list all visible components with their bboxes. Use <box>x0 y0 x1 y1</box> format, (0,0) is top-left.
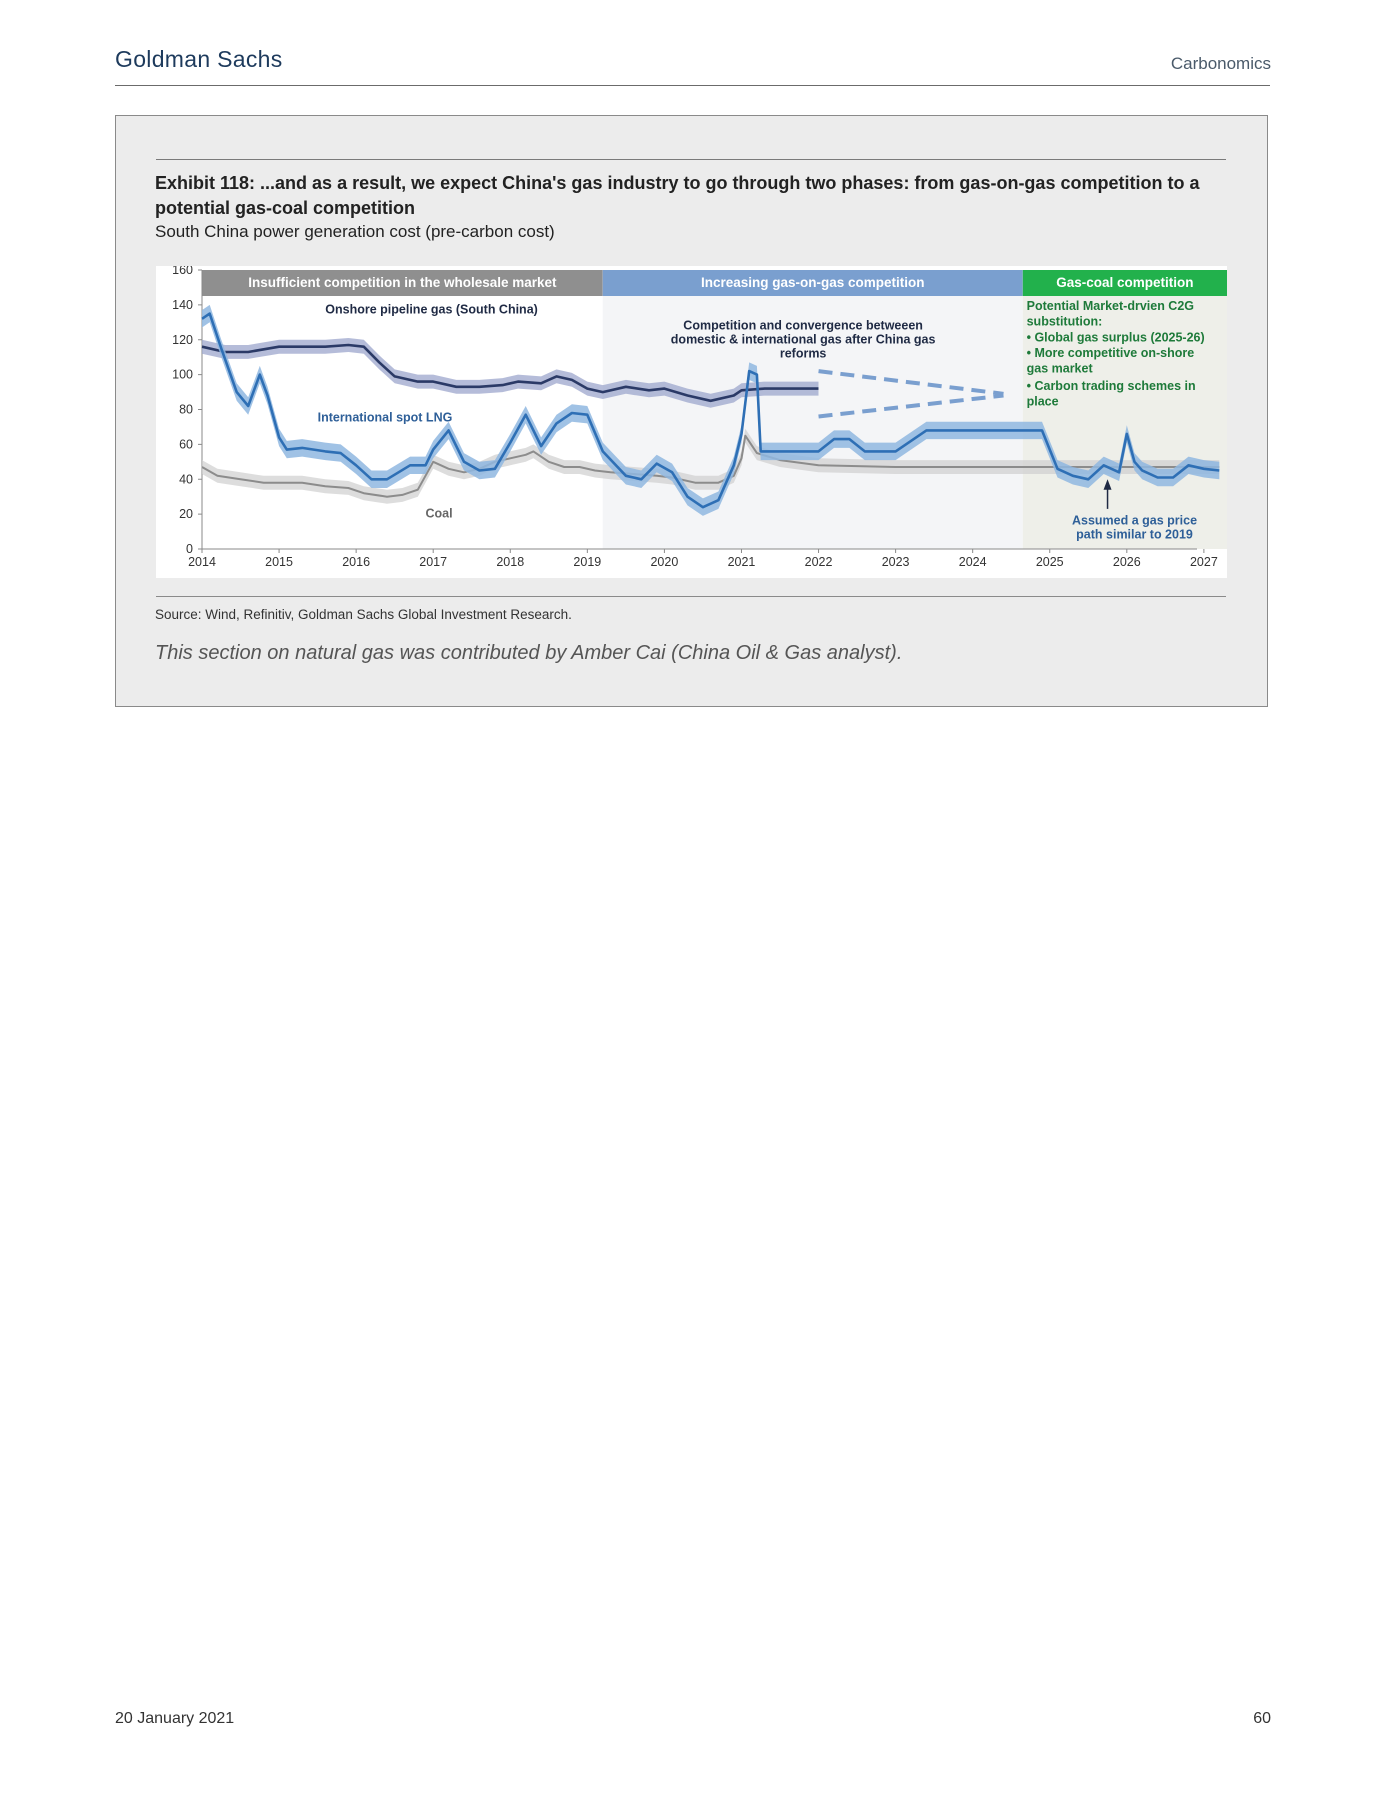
x-tick-label: 2016 <box>342 555 371 569</box>
exhibit-title: Exhibit 118: ...and as a result, we expect China's gas industry to go through two phases: from gas-on-gas competition to a potential gas-coal competition <box>155 173 1200 218</box>
source-note: Source: Wind, Refinitiv, Goldman Sachs Global Investment Research. <box>155 607 572 622</box>
phase-background-2 <box>603 270 1023 549</box>
phase-label-2: Increasing gas-on-gas competition <box>700 275 925 290</box>
x-tick-label: 2027 <box>1189 555 1218 569</box>
x-tick-label: 2014 <box>188 555 216 569</box>
y-tick-label: 160 <box>172 266 193 277</box>
y-tick-label: 120 <box>172 332 193 347</box>
lng-series-label: International spot LNG <box>317 410 453 425</box>
c2g-annotation: gas market <box>1026 361 1093 376</box>
exhibit-subtitle: South China power generation cost (pre-carbon cost) <box>155 222 555 241</box>
x-tick-label: 2023 <box>881 555 910 569</box>
x-tick-label: 2017 <box>419 555 448 569</box>
x-tick-label: 2025 <box>1035 555 1064 569</box>
x-tick-label: 2026 <box>1112 555 1141 569</box>
c2g-annotation: Potential Market-drvien C2G <box>1026 299 1195 314</box>
exhibit-bottom-divider <box>156 596 1226 597</box>
phase-label-1: Insufficient competition in the wholesale market <box>248 275 557 290</box>
y-tick-label: 0 <box>186 542 193 556</box>
x-tick-label: 2019 <box>573 555 602 569</box>
c2g-annotation: substitution: <box>1026 314 1103 329</box>
phase-label-3: Gas-coal competition <box>1056 275 1194 290</box>
y-tick-label: 140 <box>172 297 193 312</box>
x-tick-label: 2020 <box>650 555 679 569</box>
page-number: 60 <box>1253 1710 1271 1727</box>
c2g-annotation: • Carbon trading schemes in <box>1026 379 1196 394</box>
x-tick-label: 2015 <box>265 555 293 569</box>
contributor-note: This section on natural gas was contributed by Amber Cai (China Oil & Gas analyst). <box>155 642 903 664</box>
exhibit-panel <box>115 115 1268 707</box>
convergence-annotation: Competition and convergence betweeen <box>683 318 923 333</box>
y-tick-label: 80 <box>179 402 193 417</box>
assumed-annotation: path similar to 2019 <box>1076 527 1193 542</box>
x-tick-label: 2022 <box>804 555 833 569</box>
convergence-annotation: domestic & international gas after China gas <box>670 332 936 347</box>
y-tick-label: 20 <box>179 507 193 522</box>
assumed-annotation: Assumed a gas price <box>1071 513 1198 528</box>
report-section-name: Carbonomics <box>1170 54 1271 73</box>
exhibit-top-divider <box>156 159 1226 160</box>
brand-logo-text: Goldman Sachs <box>115 46 283 72</box>
coal-series-label: Coal <box>425 506 453 521</box>
c2g-annotation: • More competitive on-shore <box>1026 345 1195 360</box>
convergence-annotation: reforms <box>779 346 827 361</box>
c2g-annotation: place <box>1026 394 1059 409</box>
gas-cost-chart <box>156 266 1227 578</box>
c2g-annotation: • Global gas surplus (2025-26) <box>1026 330 1205 345</box>
header-divider <box>115 85 1270 86</box>
y-tick-label: 60 <box>179 437 193 452</box>
chart-container <box>156 266 1227 578</box>
y-tick-label: 40 <box>179 472 193 487</box>
x-tick-label: 2021 <box>727 555 756 569</box>
onshore-series-label: Onshore pipeline gas (South China) <box>325 302 538 317</box>
y-tick-label: 100 <box>172 367 193 382</box>
x-tick-label: 2024 <box>958 555 987 569</box>
footer-date: 20 January 2021 <box>115 1710 235 1727</box>
x-tick-label: 2018 <box>496 555 525 569</box>
